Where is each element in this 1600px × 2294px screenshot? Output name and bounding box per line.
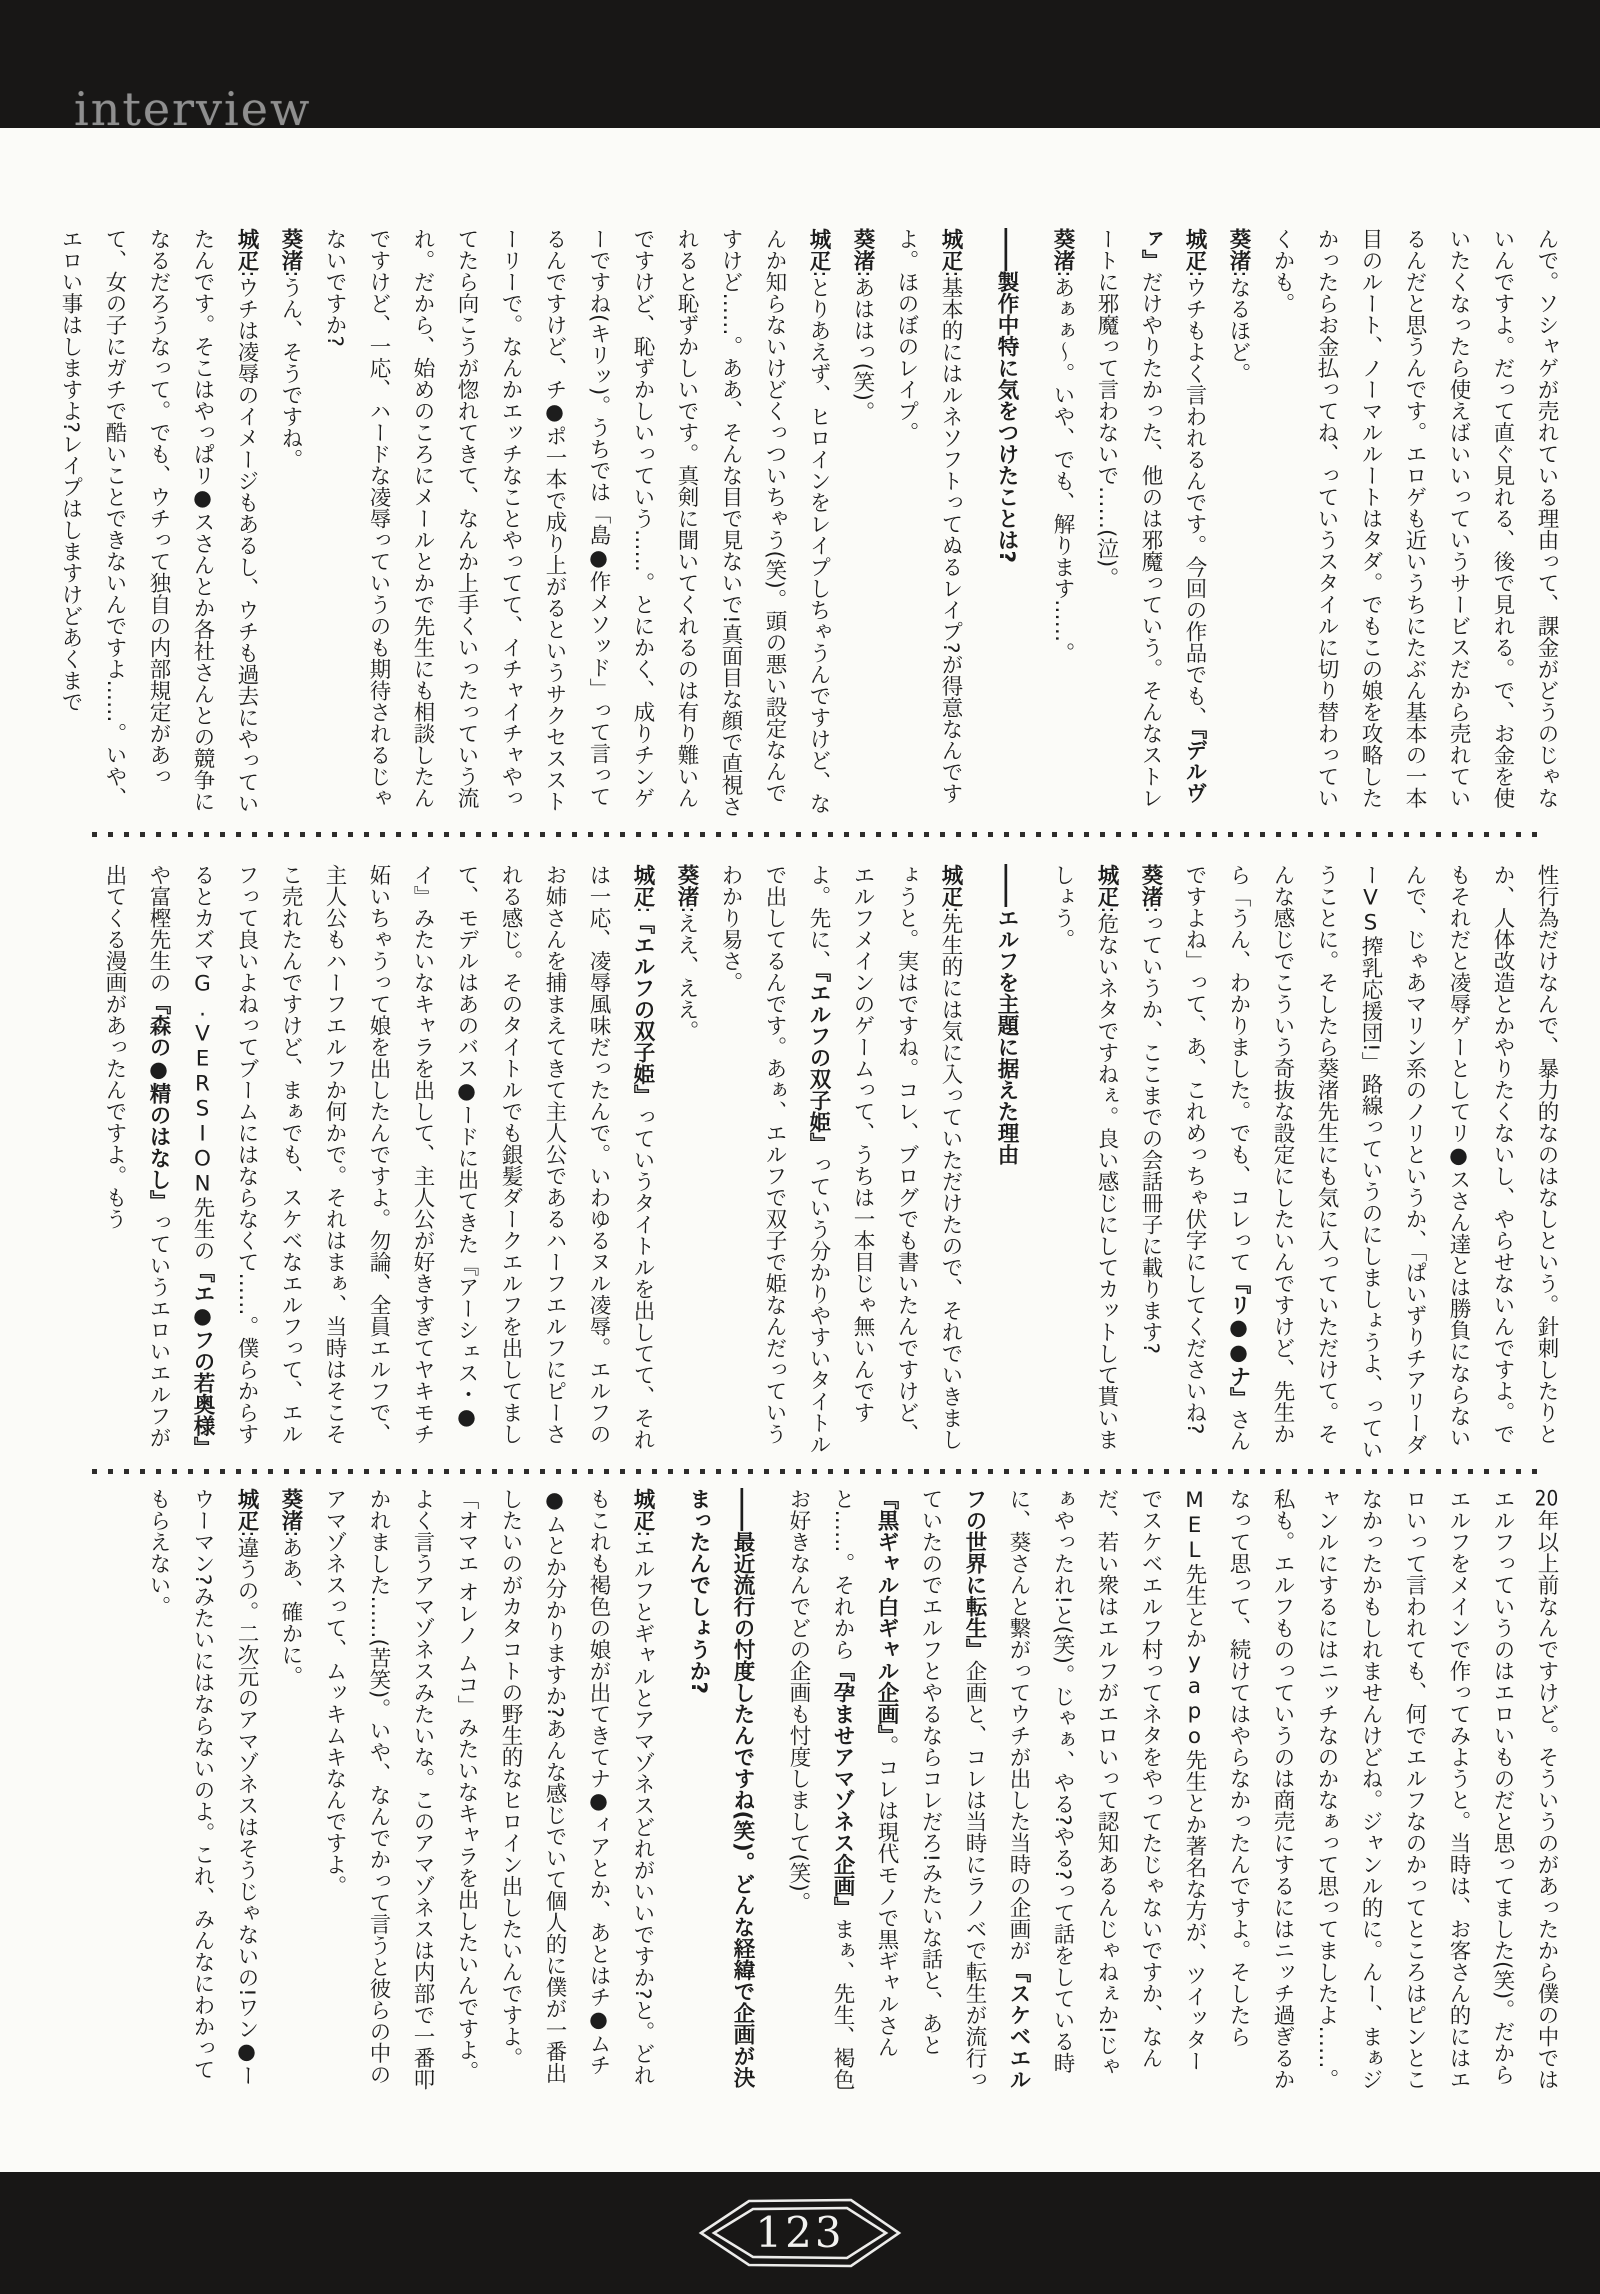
speech-turn: 城疋∶違うの。二次元のアマゾネスはそうじゃないの!ワン●ーウーマン?みたいにはならないのよ。これ、みんなにわかってもらえない。	[146, 1488, 259, 2087]
speaker-name: 城疋	[1182, 228, 1207, 271]
speech-turn: 葵渚∶ああ、確かに。	[278, 1488, 303, 1688]
speaker-name: 葵渚	[278, 1488, 303, 1531]
speaker-name: 城疋	[630, 1488, 655, 1531]
speech-turn: 城疋∶先生的には気に入っていただけたので、それでいきましょうと。実はですね。コレ、ブログでも書いたんですけど、エルフメインのゲームって、うちは一本目じゃ無いんですよ。先に、『エルフの双子姫』っていう分かりやすいタイトルで出してるんです。あぁ、エルフで双子で姫なんだっていうわかり易さ。	[718, 864, 963, 1456]
page-number-badge	[698, 2195, 902, 2271]
speaker-name: 葵渚	[1050, 228, 1075, 271]
section-heading: ――最近流行の忖度したんですね(笑)。どんな経緯で企画が決まったんでしょうか?	[686, 1488, 755, 2089]
speaker-name: 葵渚	[674, 864, 699, 907]
speech-turn: 葵渚∶あぁぁ〜。いや、でも、解ります……。	[1050, 228, 1075, 664]
top-banner	[0, 0, 1600, 136]
speaker-name: 葵渚	[278, 228, 303, 271]
paragraph: んで。ソシャゲが売れている理由って、課金がどうのじゃないんですよ。だって直ぐ見れる、後で見れる。で、お金を使いたくなったら使えばいいっていうサービスだから売れているんだと思うんです。エロゲも近いうちにたぶん基本の一本目のルート、ノーマルルートはタダ。でもこの娘を攻略したかったらお金払ってね、っていうスタイルに切り替わっていくかも。	[1270, 228, 1559, 809]
speech-turn: 城疋∶基本的にはルネソフトってぬるレイプ?が得意なんですよ。ほのぼのレイプ。	[894, 228, 963, 805]
dotted-divider	[92, 1469, 1548, 1474]
speech-turn: 葵渚∶あははっ(笑)。	[850, 228, 875, 423]
speaker-name: 城疋	[630, 864, 655, 907]
speech-turn: 城疋∶ウチもよく言われるんです。今回の作品でも、『デルヴァ』だけやりたかった、他のは邪魔っていう。そんなストレートに邪魔って言わないで……(泣)。	[1094, 228, 1207, 809]
speech-turn: 城疋∶『エルフの双子姫』っていうタイトルを出してて、それは一応、凌辱風味だったんで。いわゆるヌル凌辱。エルフのお姉さんを捕まえてきて主人公であるハーフエルフにピーされる感じ。そのタイトルでも銀髪ダークエルフを出してまして、モデルはあのバス●ードに出てきた『アーシェス・●イ』みたいなキャラを出して、主人公が好きすぎてヤキモチ妬いちゃうって娘を出したんですよ。勿論、全員エルフで、主人公もハーフエルフか何かで。それはまぁ、当時はそこそこ売れたんですけど、まぁでも、スケベなエルフって、エルフって良いよねってブームにはならなくて……。僕らからするとカズマG.VERSION先生の『エ●フの若奥様』や富樫先生の『森の●精のはなし』っていうエロいエルフが出てくる漫画があったんですよ。もう	[102, 864, 655, 1458]
speech-turn: 城疋∶とりあえず、ヒロインをレイプしちゃうんですけど、なんか知らないけどくっついちゃう(笑)。頭の悪い設定なんですけど……。ああ、そんな目で見ないで!真面目な顔で直視されると恥ずかしいです。真剣に聞いてくれるのは有り難いんですけど、恥ずかしいっていう……。とにかく、成りチンゲーですね(キリッ)。うちでは「島●作メソッド」って言ってるんですけど、チ●ポ一本で成り上がるというサクセスストーリーで。なんかエッチなことやってて、イチャイチャやってたら向こうが惚れてきて、なんか上手くいったっていう流れ。だから、始めのころにメールとかで先生にも相談したんですけど、一応、ハードな凌辱っていうのも期待されるじゃないですか?	[322, 228, 831, 818]
speech-turn: 葵渚∶うん、そうですね。	[278, 228, 303, 471]
article-band-top	[48, 228, 1568, 822]
speaker-name: 城疋	[1094, 864, 1119, 907]
speaker-name: 城疋	[234, 1488, 259, 1531]
speech-turn: 城疋∶ウチは凌辱のイメージもあるし、ウチも過去にやっていたんです。そこはやっぱリ●スさんとか各社さんとの競争になるだろうなって。でも、ウチって独自の内部規定があって、女の子にガチで酷いことできないんですよ……。いや、エロい事はしますよ?レイプはしますけどあくまで	[58, 228, 259, 815]
page-number: 123	[755, 2208, 845, 2257]
speech-turn: 葵渚∶ええ、ええ。	[674, 864, 699, 1042]
dotted-divider	[92, 832, 1548, 837]
speaker-name: 城疋	[938, 864, 963, 907]
speech-turn: 葵渚∶なるほど。	[1226, 228, 1251, 385]
paragraph: 20年以上前なんですけど。そういうのがあったから僕の中ではエルフっていうのはエロいものだと思ってました(笑)。だからエルフをメインで作ってみようと。当時は、お客さん的にはエロいって言われても、何でエルフなのかってところはピンとこなかったかもしれませんけどね。ジャンル的に。んー、まぁジャンルにするにはニッチなのかなぁって思ってましたよ……。私も。エルフものっていうのは商売にするにはニッチ過ぎるかなって思って、続けてはやらなかったんですよ。そしたらMEL先生とかyapo先生とか著名な方が、ツイッターでスケベエルフ村ってネタをやってたじゃないですか、なんだ、若い衆はエルフがエロいって認知あるんじゃねぇか!じゃぁやったれ!と(笑)。じゃぁ、やる?やる?って話をしている時に、葵さんと繋がってウチが出した当時の企画が『スケベエルフの世界に転生』企画と、コレは当時にラノベで転生が流行っていたのでエルフとやるならコレだろ!みたいな話と、あと『黒ギャル白ギャル企画』。コレは現代モノで黒ギャルさんと……。それから『孕ませアマゾネス企画』まぁ、先生、褐色お好きなんでどの企画も忖度しまして(笑)。	[786, 1488, 1559, 2090]
speaker-name: 城疋	[938, 228, 963, 271]
article-band-bottom	[48, 1488, 1568, 2092]
paragraph: 性行為だけなんで、暴力的なのはなしという。針刺したりとか、人体改造とかやりたくないし、やらせないんですよ。でもそれだと凌辱ゲーとしてリ●スさん達とは勝負にならないんで、じゃあマリン系のノリというか、「ぱいずりチアリーダーVS搾乳応援団!」路線っていうのにしましょうよ、っていうことに。そしたら葵渚先生にも気に入っていただけて。そんな感じでこういう奇抜な設定にしたいんですけど、先生から「うん、わかりました。でも、コレって『リ●●ナ』さんですよね」って、あ、これめっちゃ伏字にしてくださいね?	[1182, 864, 1559, 1461]
speech-turn: 葵渚∶っていうか、ここまでの会話冊子に載ります?	[1138, 864, 1163, 1355]
speech-turn: 城疋∶危ないネタですねぇ。良い感じにしてカットして貰いましょう。	[1050, 864, 1119, 1451]
speaker-name: 葵渚	[1138, 864, 1163, 907]
speaker-name: 城疋	[806, 228, 831, 271]
bottom-banner	[0, 2172, 1600, 2294]
section-heading: ――エルフを主題に据えた理由	[994, 864, 1019, 1165]
section-heading: ――製作中特に気をつけたことは?	[994, 228, 1019, 563]
speaker-name: 葵渚	[1226, 228, 1251, 271]
speaker-name: 葵渚	[850, 228, 875, 271]
speech-turn: 城疋∶エルフとギャルとアマゾネスどれがいいですか?と。どれもこれも褐色の娘が出てきてナ●ィアとか、あとはチ●ムチ●ムとか分かりますか?あんな感じでいて個人的に僕が一番出したいのがカタコトの野生的なヒロイン出したいんですよ。「オマエ オレノ ムコ」みたいなキャラを出したいんですよ。よく言うアマゾネスみたいな。このアマゾネスは内部で一番叩かれました……(苦笑)。いや、なんでかって言うと彼らの中のアマゾネスって、ムッキムキなんですよ。	[322, 1488, 655, 2090]
speaker-name: 城疋	[234, 228, 259, 271]
interview-header-label: interview	[74, 82, 312, 136]
article-band-middle	[48, 864, 1568, 1462]
